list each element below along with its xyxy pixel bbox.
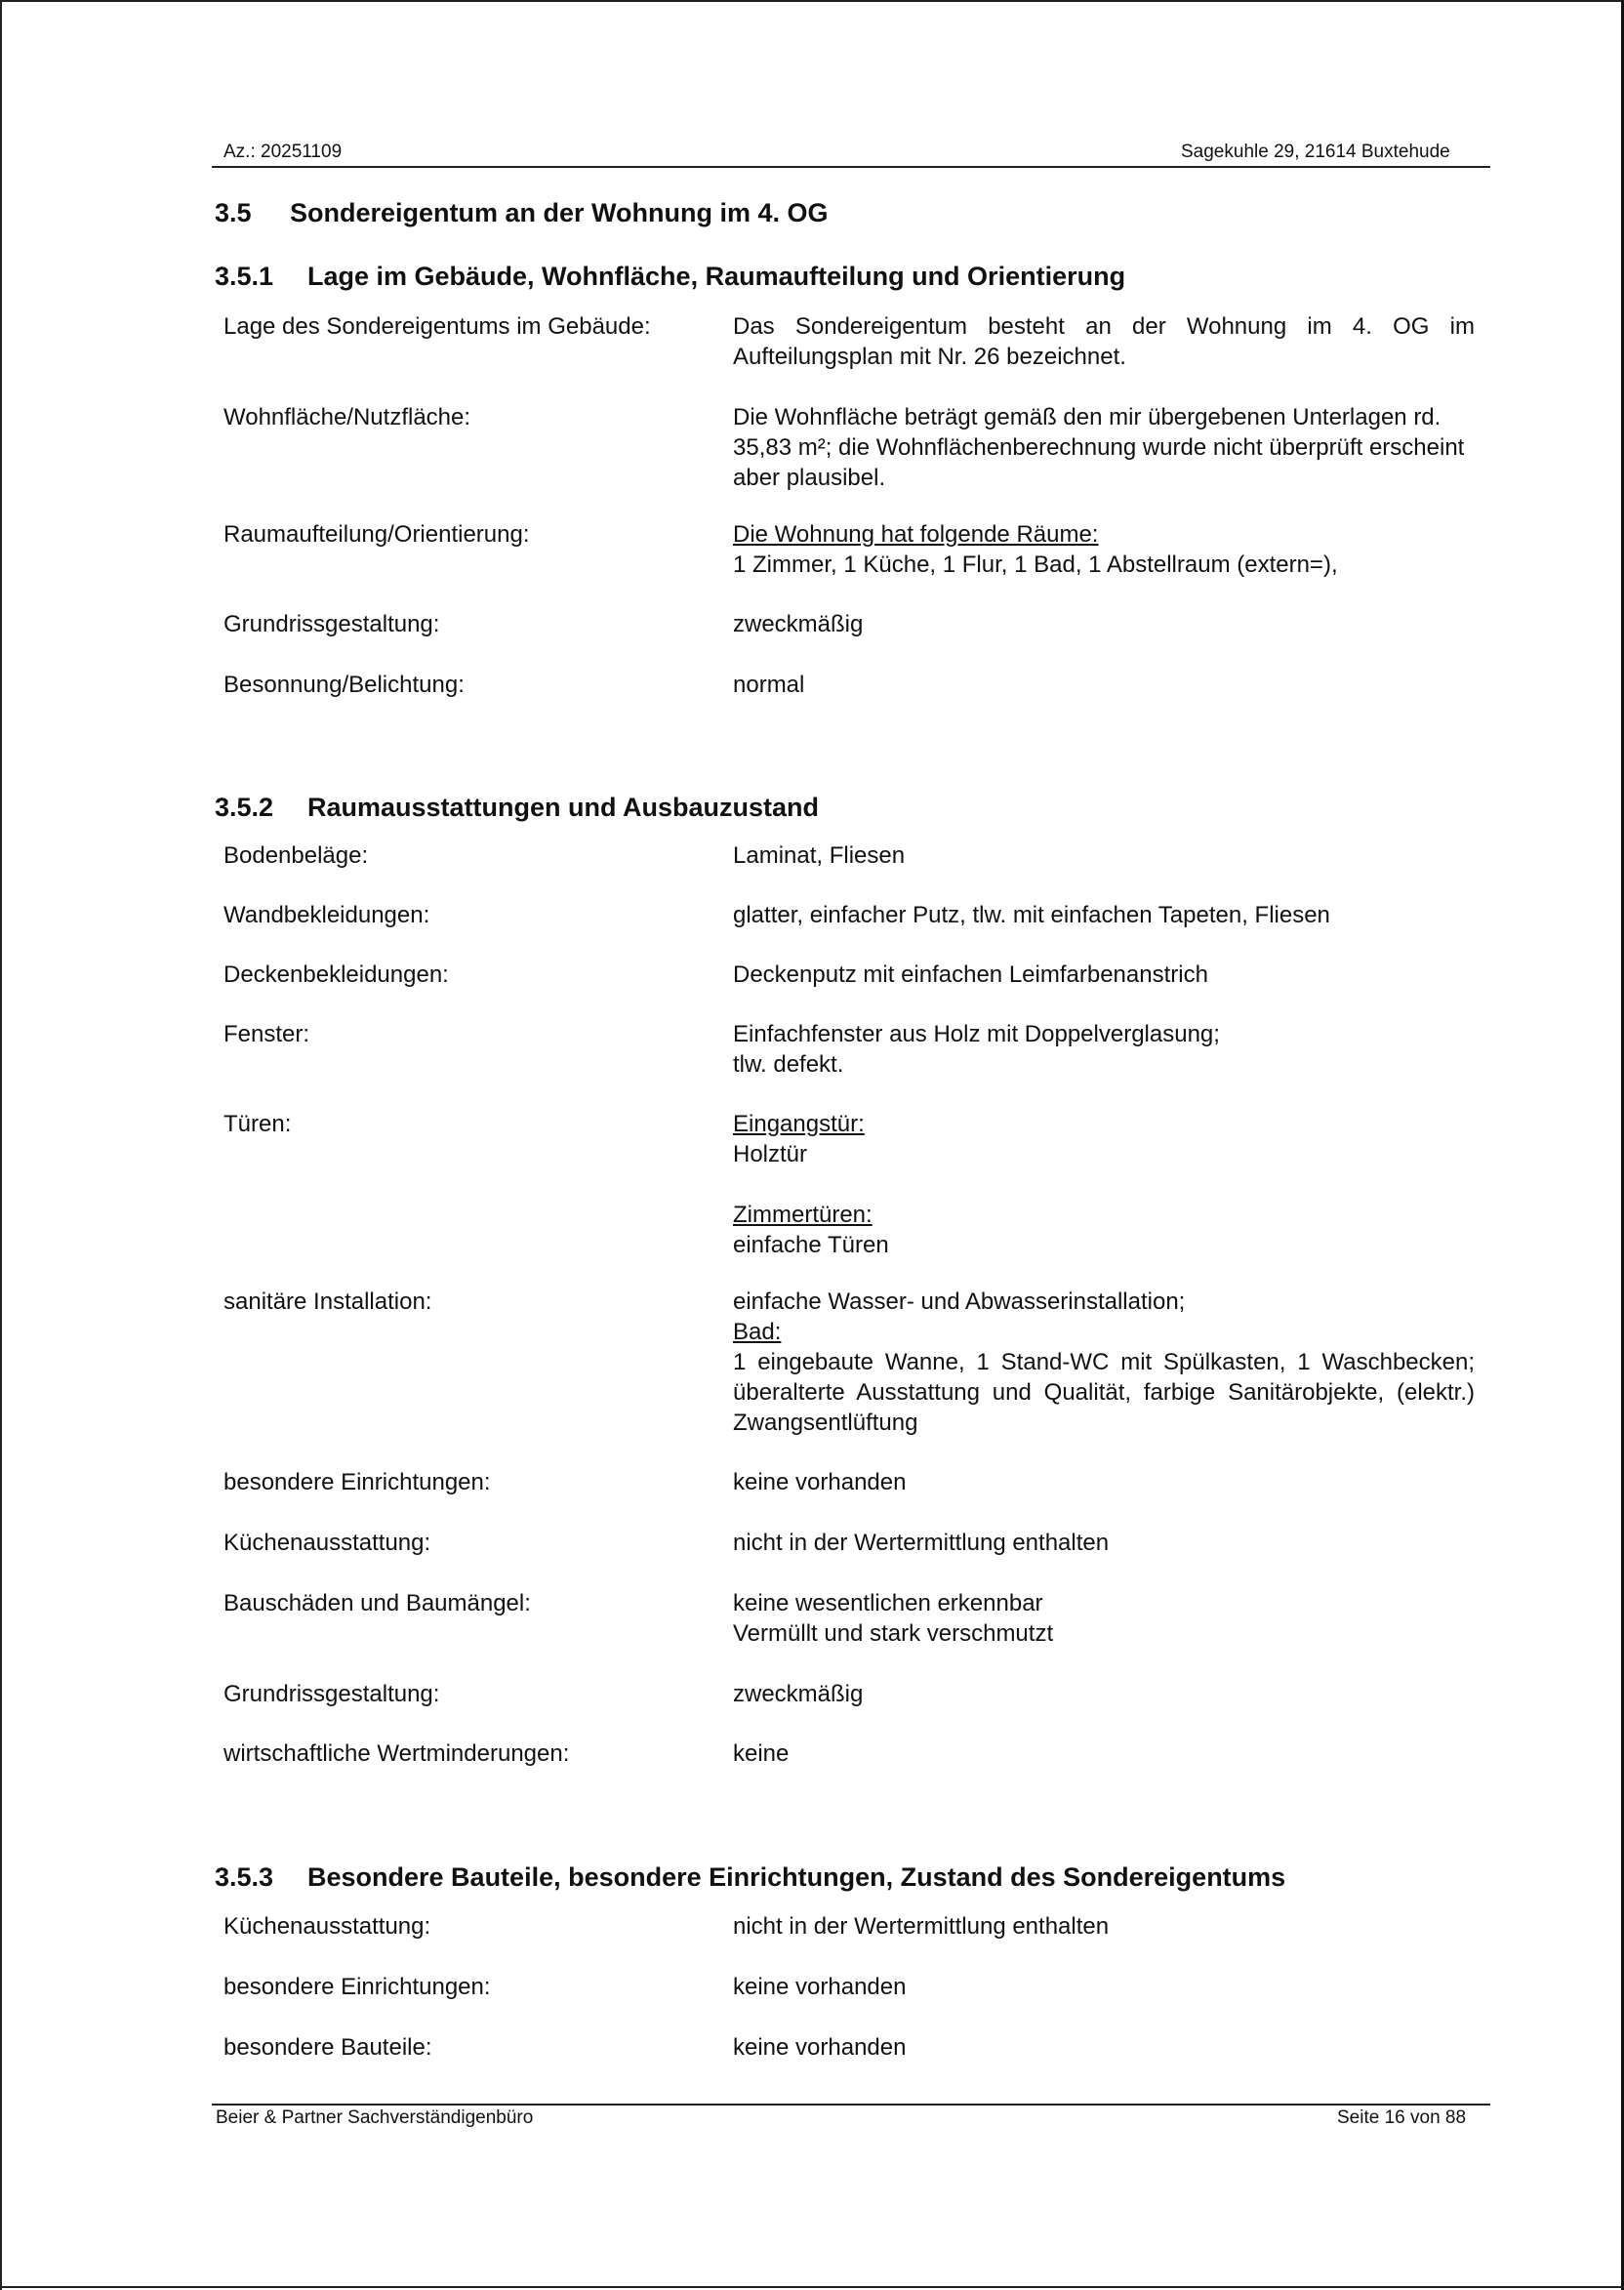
- row-value-line2: tlw. defekt.: [733, 1051, 844, 1078]
- row-value: Einfachfenster aus Holz mit Doppelverglasung;: [733, 1021, 1220, 1047]
- row-label: Bodenbeläge:: [223, 842, 369, 869]
- footer-rule: [212, 2104, 1490, 2106]
- row-label: besondere Einrichtungen:: [223, 1469, 491, 1495]
- row-label: Fenster:: [223, 1021, 310, 1047]
- row-label: Grundrissgestaltung:: [223, 1681, 440, 1707]
- header-address: Sagekuhle 29, 21614 Buxtehude: [1181, 142, 1450, 162]
- row-label: Grundrissgestaltung:: [223, 611, 440, 637]
- row-value: keine vorhanden: [733, 1974, 907, 2000]
- row-label: sanitäre Installation:: [223, 1288, 432, 1315]
- footer-page-number: Seite 16 von 88: [1337, 2107, 1467, 2128]
- scan-border-bottom: [0, 2286, 1624, 2288]
- row-label: Lage des Sondereigentums im Gebäude:: [223, 313, 651, 340]
- row-value: 1 Zimmer, 1 Küche, 1 Flur, 1 Bad, 1 Abstellraum (extern=),: [733, 552, 1338, 578]
- row-value: keine vorhanden: [733, 2034, 907, 2061]
- footer-company: Beier & Partner Sachverständigenbüro: [216, 2107, 534, 2128]
- row-value-heading: Die Wohnung hat folgende Räume:: [733, 521, 1099, 548]
- row-value-heading: Bad:: [733, 1319, 782, 1345]
- section-title: Sondereigentum an der Wohnung im 4. OG: [290, 198, 829, 227]
- row-value: nicht in der Wertermittlung enthalten: [733, 1530, 1110, 1556]
- row-label: Wohnfläche/Nutzfläche:: [223, 404, 471, 430]
- row-value: normal: [733, 672, 805, 698]
- row-value-heading: Eingangstür:: [733, 1111, 865, 1137]
- subsection-heading-1: [215, 262, 1125, 292]
- subsection-number: 3.5.2: [215, 793, 274, 822]
- subsection-number: 3.5.3: [215, 1862, 274, 1892]
- row-value-line2: Vermüllt und stark verschmutzt: [733, 1620, 1054, 1647]
- row-value: zweckmäßig: [733, 1681, 864, 1707]
- section-heading: [215, 198, 829, 228]
- row-label: Türen:: [223, 1111, 292, 1137]
- subsection-title: Besondere Bauteile, besondere Einrichtungen, Zustand des Sondereigentums: [307, 1862, 1286, 1892]
- row-value-line2: 1 eingebaute Wanne, 1 Stand-WC mit Spülkasten, 1 Waschbecken; überalterte Ausstattung und Qualität, farbige Sanitärobjekte, (elektr.) Zwangsentlüftung: [733, 1349, 1475, 1436]
- header-reference: Az.: 20251109: [223, 142, 343, 162]
- subsection-title: Lage im Gebäude, Wohnfläche, Raumaufteilung und Orientierung: [307, 262, 1126, 291]
- scan-border-top: [0, 0, 1624, 2]
- row-label: besondere Einrichtungen:: [223, 1974, 491, 2000]
- row-value: Das Sondereigentum besteht an der Wohnung im 4. OG im Aufteilungsplan mit Nr. 26 bezeichnet.: [733, 313, 1475, 370]
- row-value: Die Wohnfläche beträgt gemäß den mir übergebenen Unterlagen rd. 35,83 m²; die Wohnflächenberechnung wurde nicht überprüft erscheint aber plausibel.: [733, 404, 1465, 491]
- row-label: besondere Bauteile:: [223, 2034, 432, 2061]
- row-label: wirtschaftliche Wertminderungen:: [223, 1740, 570, 1767]
- header-rule: [212, 166, 1490, 168]
- row-label: Küchenausstattung:: [223, 1913, 431, 1940]
- row-label: Küchenausstattung:: [223, 1530, 431, 1556]
- row-label: Besonnung/Belichtung:: [223, 672, 465, 698]
- row-label: Raumaufteilung/Orientierung:: [223, 521, 530, 548]
- subsection-heading-2: [215, 793, 819, 823]
- row-value: Holztür: [733, 1141, 808, 1167]
- row-value: keine vorhanden: [733, 1469, 907, 1495]
- row-value: einfache Wasser- und Abwasserinstallation;: [733, 1288, 1186, 1315]
- row-value: zweckmäßig: [733, 611, 864, 637]
- subsection-heading-3: [215, 1862, 1285, 1893]
- row-value: nicht in der Wertermittlung enthalten: [733, 1913, 1110, 1940]
- row-value-line2: einfache Türen: [733, 1232, 889, 1258]
- row-label: Deckenbekleidungen:: [223, 961, 449, 988]
- row-value: Deckenputz mit einfachen Leimfarbenanstrich: [733, 961, 1208, 988]
- row-label: Bauschäden und Baumängel:: [223, 1590, 531, 1616]
- row-value-heading-2: Zimmertüren:: [733, 1202, 873, 1228]
- scan-border-left: [0, 0, 2, 2290]
- subsection-number: 3.5.1: [215, 262, 274, 291]
- row-value: Laminat, Fliesen: [733, 842, 906, 869]
- section-number: 3.5: [215, 198, 252, 227]
- row-value: glatter, einfacher Putz, tlw. mit einfachen Tapeten, Fliesen: [733, 902, 1330, 928]
- row-value: keine wesentlichen erkennbar: [733, 1590, 1043, 1616]
- row-label: Wandbekleidungen:: [223, 902, 430, 928]
- subsection-title: Raumausstattungen und Ausbauzustand: [307, 793, 820, 822]
- row-value: keine: [733, 1740, 790, 1767]
